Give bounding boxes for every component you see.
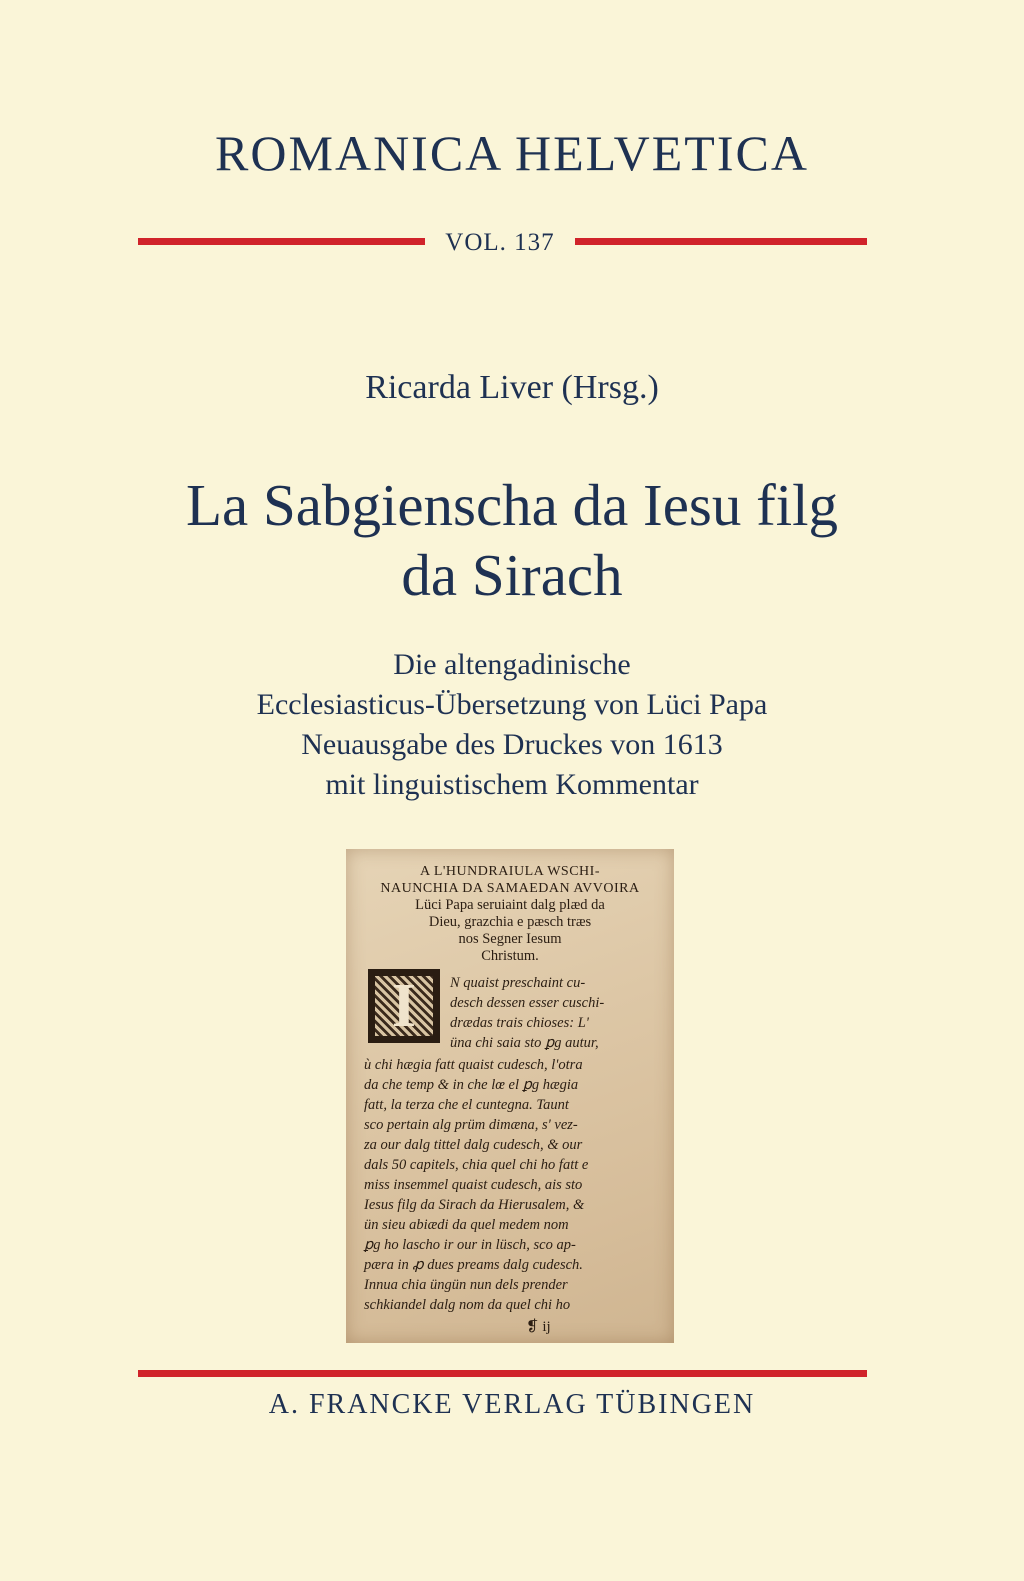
book-title-line-2: da Sirach [401,542,623,608]
subtitle-line-1: Die altengadinische [393,648,631,681]
bottom-rule [138,1370,867,1377]
scan-body-line: za our dalg tittel dalg cudesch, & our [364,1137,583,1153]
top-rule-left [138,238,425,245]
editor-name: Ricarda Liver (Hrsg.) [365,369,659,406]
scan-body-line: sco pertain alg prüm dimæna, s' vez- [364,1117,578,1133]
scan-heading [346,863,674,965]
book-subtitle [0,645,1024,805]
scan-body-line: da che temp & in che lœ el ꝑg hægia [364,1077,579,1093]
scan-heading-line: A L'HUNDRAIULA WSCHI- [420,864,600,879]
scan-heading-line: Dieu, grazchia e pæsch træs [428,914,592,930]
subtitle-line-4: mit linguistischem Kommentar [325,768,699,801]
scan-body-line: ù chi hægia fatt quaist cudesch, l'otra [364,1057,583,1073]
scan-body-line: Innua chia üngün nun dels prender [364,1277,568,1293]
scan-body-line: miss insemmel quaist cudesch, ais sto [364,1177,583,1193]
scan-catchword: ❡ ij [526,1319,551,1335]
scan-body-line: ꝑg ho lascho ir our in lüsch, sco ap- [364,1237,576,1253]
historic-page-image [346,849,674,1343]
scan-heading-line: Lüci Papa seruiaint dalg plæd da [415,897,605,913]
volume-number: VOL. 137 [445,229,555,256]
book-title [0,470,1024,610]
scan-heading-line: Christum. [481,948,539,964]
scan-body-line: üna chi saia sto ꝑg autur, [450,1035,599,1051]
series-title: ROMANICA HELVETICA [215,125,809,181]
scan-body-line: dals 50 capitels, chia quel chi ho fatt e [364,1157,589,1173]
subtitle-line-3: Neuausgabe des Druckes von 1613 [301,728,723,761]
book-title-line-1: La Sabgienscha da Iesu filg [185,472,839,538]
decorated-initial [368,969,440,1043]
scan-body-line: fatt, la terza che el cuntegna. Taunt [364,1097,569,1113]
scan-body-line: drædas trais chioses: L' [450,1015,589,1031]
initial-letter: I [391,972,417,1040]
scan-body-line: desch dessen esser cuschi- [450,995,605,1011]
top-rule-right [575,238,867,245]
publisher: A. FRANCKE VERLAG TÜBINGEN [268,1389,756,1420]
scan-body-line: schkiandel dalg nom da quel chi ho [364,1297,571,1313]
scan-body-line: pæra in ꝓ dues preams dalg cudesch. [364,1257,583,1273]
scan-body-line: N quaist preschaint cu- [450,975,586,991]
subtitle-line-2: Ecclesiasticus-Übersetzung von Lüci Papa [256,688,768,721]
scan-heading-line: NAUNCHIA DA SAMAEDAN AVVOIRA [380,881,640,896]
scan-body-line: ün sieu abiædi da quel medem nom [364,1217,569,1233]
scan-heading-line: nos Segner Iesum [458,931,562,947]
scan-body-line: Iesus filg da Sirach da Hierusalem, & [364,1197,585,1213]
